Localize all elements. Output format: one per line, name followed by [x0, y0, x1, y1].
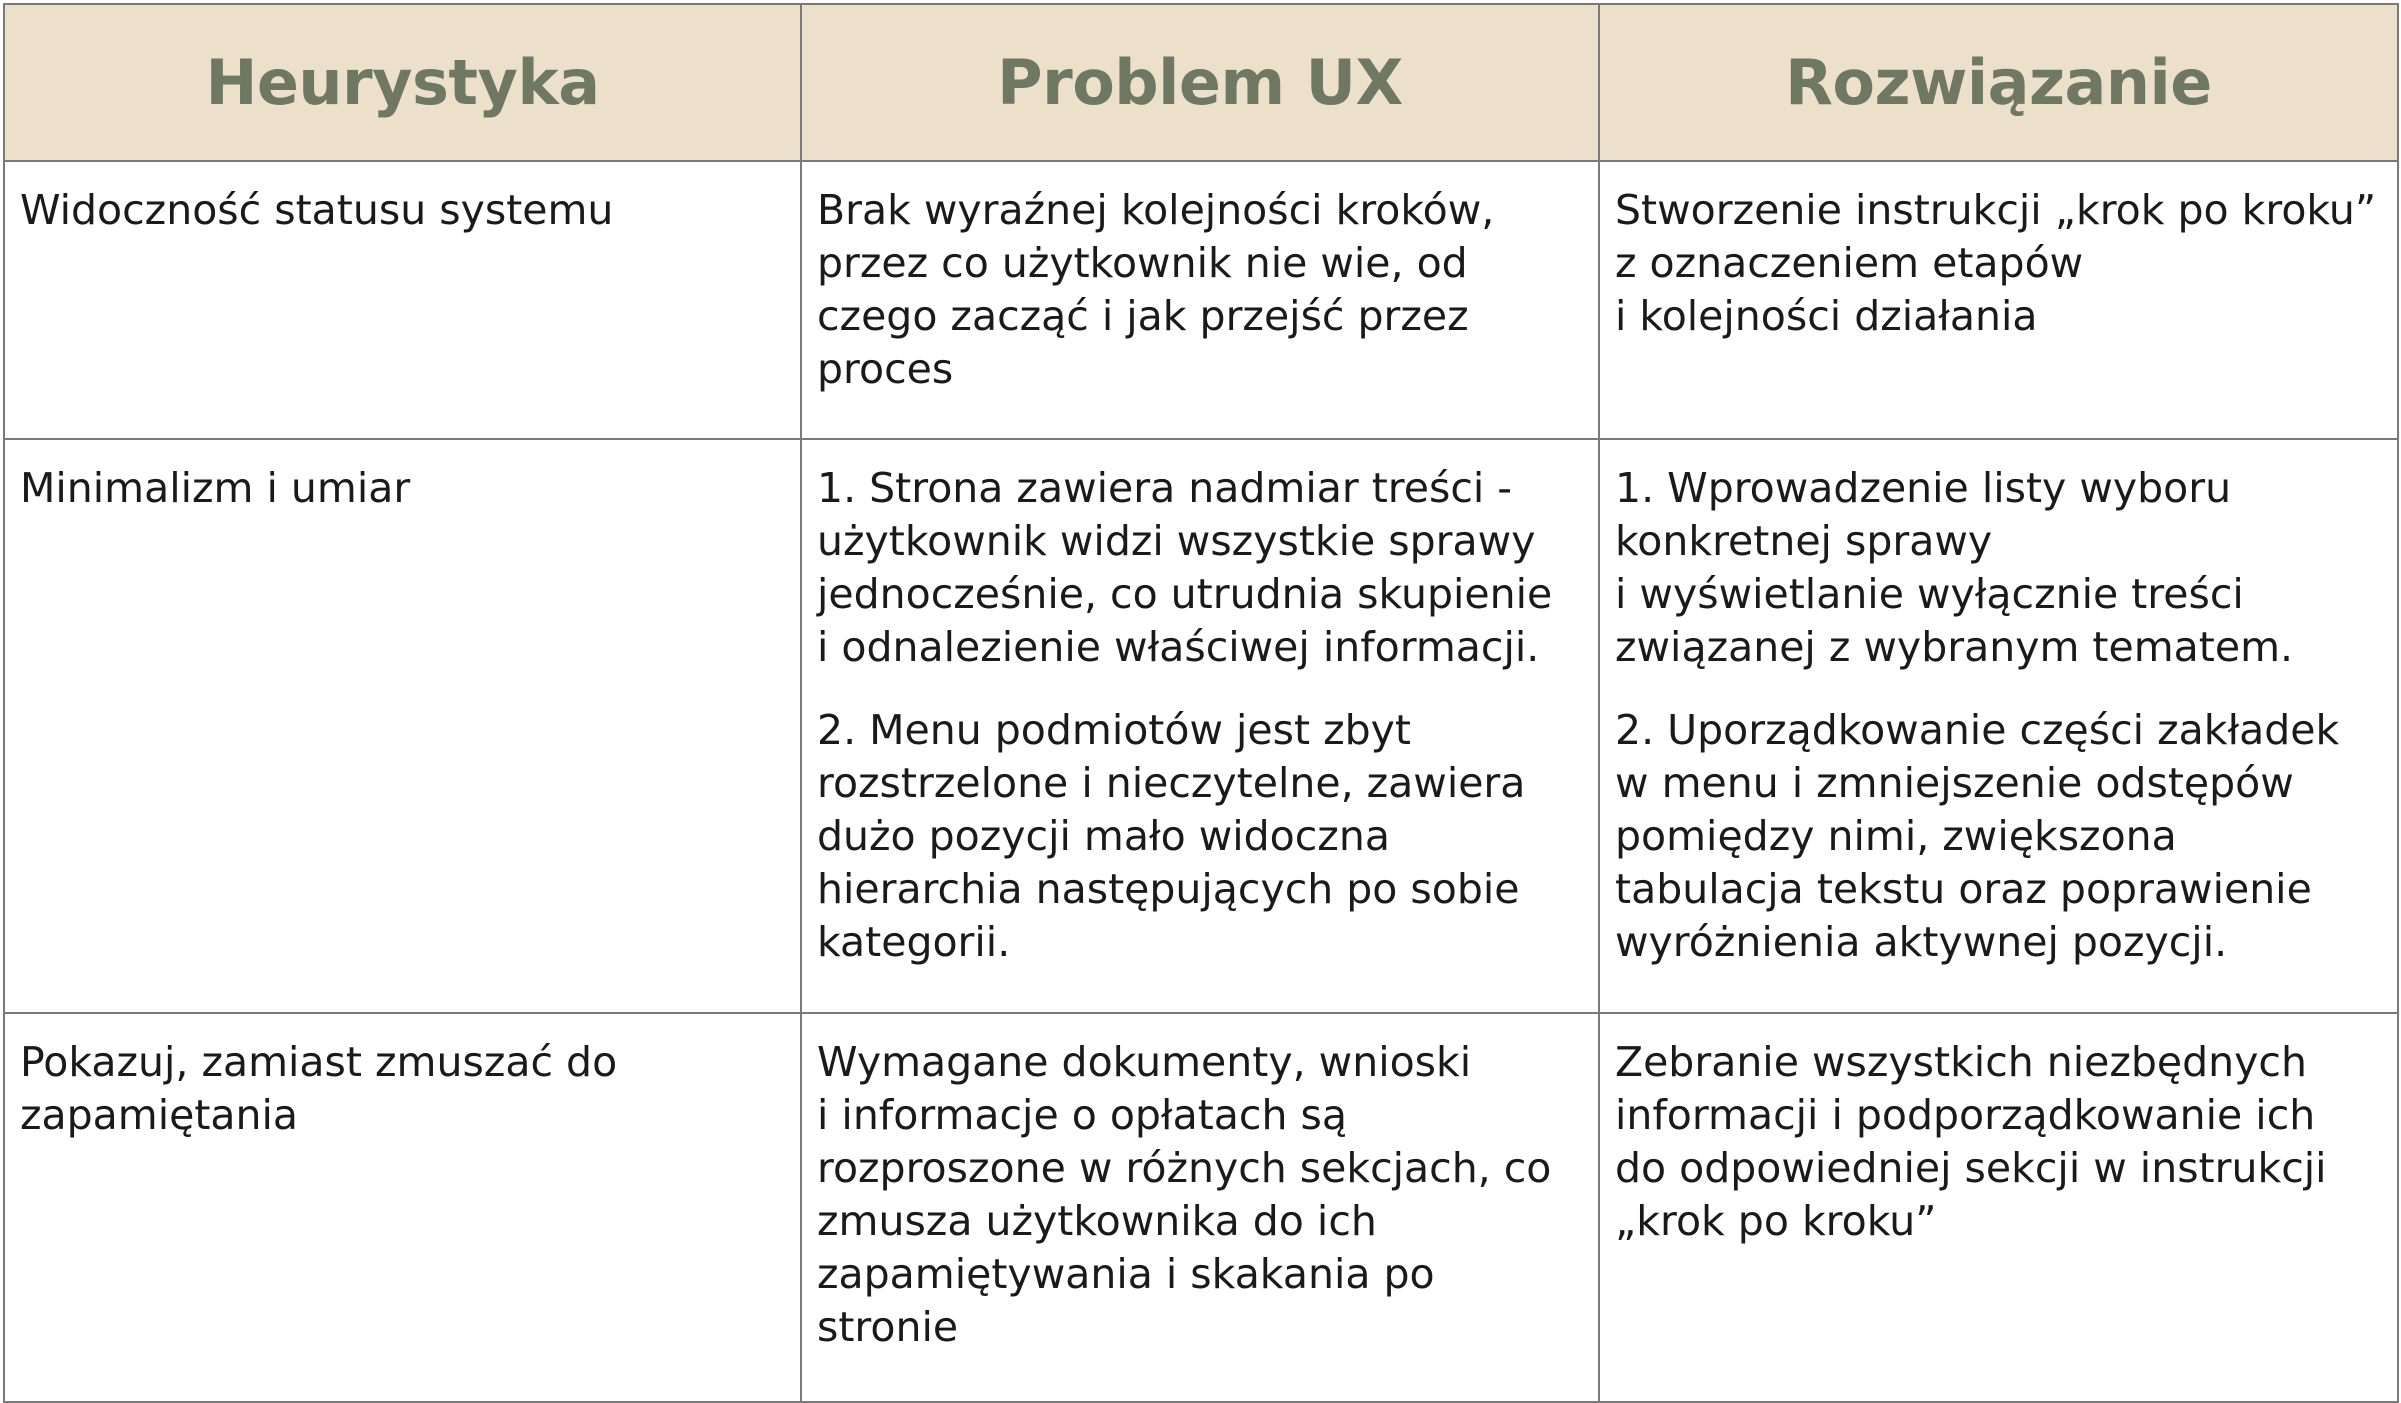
heuristic-cell — [4, 161, 801, 439]
solution-text: Zebranie wszystkich niezbędnych informacji i podporządkowanie ich do odpowiedniej sekcji w instrukcji „krok po kroku” — [1615, 1038, 2327, 1245]
heuristic-text: Minimalizm i umiar — [20, 464, 411, 512]
table-row — [4, 439, 2398, 1013]
problem-text: 1. Strona zawiera nadmiar treści - użytkownik widzi wszystkie sprawy jednocześnie, co utrudnia skupienie i odnalezienie właściwej informacji. — [817, 464, 1553, 671]
heuristic-cell — [4, 439, 801, 1013]
solution-text: 1. Wprowadzenie listy wyboru konkretnej sprawy i wyświetlanie wyłącznie treści związanej z wybranym tematem. — [1615, 464, 2294, 671]
problem-text: Brak wyraźnej kolejności kroków, przez co użytkownik nie wie, od czego zacząć i jak przejść przez proces — [817, 186, 1495, 393]
solution-text: 2. Uporządkowanie części zakładek w menu i zmniejszenie odstępów pomiędzy nimi, zwiększona tabulacja tekstu oraz poprawienie wyróżnienia aktywnej pozycji. — [1615, 706, 2340, 966]
heuristic-cell — [4, 1013, 801, 1402]
heuristic-text: Pokazuj, zamiast zmuszać do zapamiętania — [20, 1038, 618, 1139]
problem-cell — [801, 1013, 1599, 1402]
problem-cell — [801, 161, 1599, 439]
solution-text: Stworzenie instrukcji „krok po kroku” z oznaczeniem etapów i kolejności działania — [1615, 186, 2377, 340]
solution-cell — [1599, 439, 2398, 1013]
heuristic-text: Widoczność statusu systemu — [20, 186, 614, 234]
solution-cell — [1599, 1013, 2398, 1402]
header-problem: Problem UX — [801, 4, 1599, 161]
header-heuristic: Heurystyka — [4, 4, 801, 161]
heuristics-table — [3, 3, 2399, 1403]
problem-text: 2. Menu podmiotów jest zbyt rozstrzelone i nieczytelne, zawiera dużo pozycji mało widoczna hierarchia następujących po sobie kategorii. — [817, 706, 1526, 966]
table-row — [4, 161, 2398, 439]
table-row — [4, 1013, 2398, 1402]
problem-cell — [801, 439, 1599, 1013]
problem-text: Wymagane dokumenty, wnioski i informacje o opłatach są rozproszone w różnych sekcjach, co zmusza użytkownika do ich zapamiętywania i skakania po stronie — [817, 1038, 1552, 1351]
header-solution: Rozwiązanie — [1599, 4, 2398, 161]
header-row — [4, 4, 2398, 161]
solution-cell — [1599, 161, 2398, 439]
